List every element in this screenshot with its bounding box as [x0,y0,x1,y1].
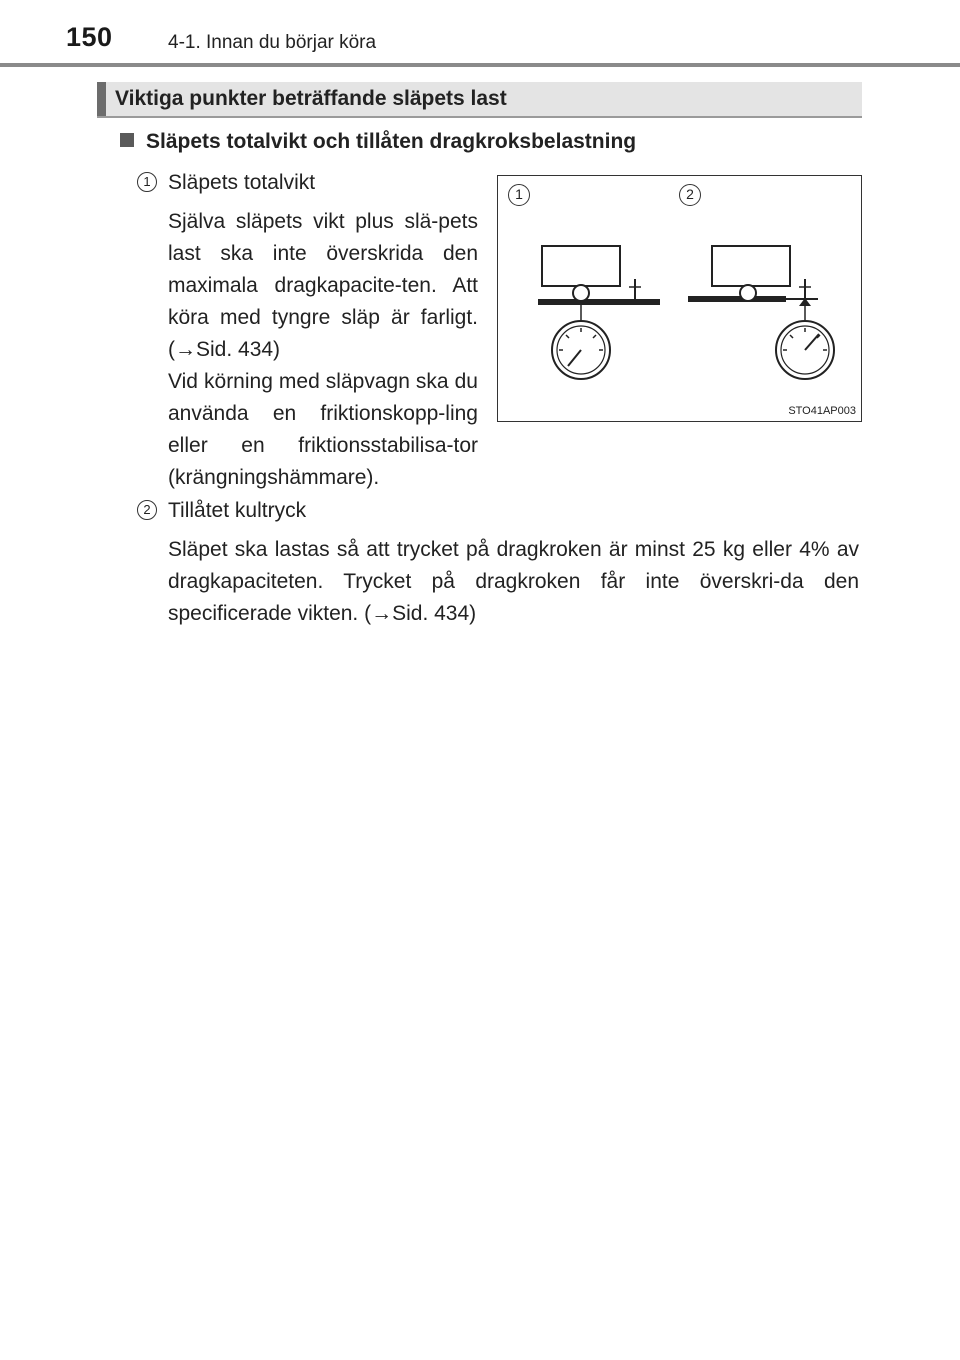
section-title-accent [97,82,106,116]
item-paragraph: Släpet ska lastas så att trycket på dragkroken är minst 25 kg eller 4% av dragkapaciteten. Trycket på dragkroken får inte överskri-da den specificerade vikten. (→Sid. 434) [168,538,859,625]
item-number-badge: 2 [137,500,157,520]
item-title: Släpets totalvikt [168,171,316,194]
item-number-badge: 1 [137,172,157,192]
figure-label-badge: 1 [508,184,530,206]
chapter-heading: 4-1. Innan du börjar köra [168,32,377,53]
trailer-weight-figure [497,175,862,422]
trailer-total-weight-diagram [538,246,660,379]
section-title: Viktiga punkter beträffande släpets last [115,87,507,110]
subheading-text: Släpets totalvikt och tillåten dragkroksbelastning [146,130,637,153]
header-rule [0,63,960,67]
figure-label-badge: 2 [679,184,701,206]
item-title: Tillåtet kultryck [168,499,307,522]
section-title-bar [97,82,862,118]
item-paragraph: Själva släpets vikt plus slä-pets last ska inte överskrida den maximala dragkapacite-ten. Att köra med tyngre släp är farligt. (→Sid. 434) [168,210,478,361]
subheading [120,130,636,154]
trailer-scale-illustration [498,176,863,423]
item-paragraph: Vid körning med släpvagn ska du använda en friktionskopp-ling eller en friktionsstabilisa-tor (krängningshämmare). [168,370,478,489]
page-number: 150 [66,22,113,52]
square-bullet-icon [120,133,134,147]
figure-code: STO41AP003 [788,405,856,417]
trailer-tongue-weight-diagram [688,246,834,379]
